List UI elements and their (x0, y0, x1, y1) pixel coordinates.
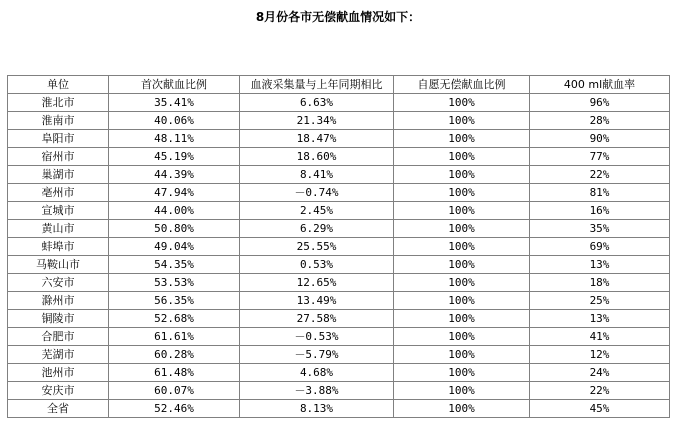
cell-voluntary-ratio: 100% (394, 112, 530, 130)
table-row (8, 166, 670, 184)
cell-400ml-rate: 18% (530, 274, 670, 292)
cell-unit: 安庆市 (8, 382, 109, 400)
table-row (8, 364, 670, 382)
cell-voluntary-ratio: 100% (394, 220, 530, 238)
cell-voluntary-ratio: 100% (394, 256, 530, 274)
cell-first-time-ratio: 52.46% (109, 400, 240, 418)
cell-unit: 铜陵市 (8, 310, 109, 328)
cell-voluntary-ratio: 100% (394, 346, 530, 364)
cell-first-time-ratio: 47.94% (109, 184, 240, 202)
cell-first-time-ratio: 61.48% (109, 364, 240, 382)
table-row (8, 238, 670, 256)
cell-unit: 马鞍山市 (8, 256, 109, 274)
table-row (8, 328, 670, 346)
table-row (8, 382, 670, 400)
cell-first-time-ratio: 50.80% (109, 220, 240, 238)
cell-first-time-ratio: 44.39% (109, 166, 240, 184)
cell-voluntary-ratio: 100% (394, 130, 530, 148)
cell-voluntary-ratio: 100% (394, 310, 530, 328)
cell-voluntary-ratio: 100% (394, 148, 530, 166)
cell-first-time-ratio: 45.19% (109, 148, 240, 166)
cell-collection-vs-last-year: 13.49% (240, 292, 394, 310)
cell-voluntary-ratio: 100% (394, 328, 530, 346)
cell-voluntary-ratio: 100% (394, 274, 530, 292)
cell-unit: 淮南市 (8, 112, 109, 130)
header-first-time-ratio: 首次献血比例 (109, 76, 240, 94)
cell-unit: 巢湖市 (8, 166, 109, 184)
blood-donation-table (7, 75, 670, 418)
cell-400ml-rate: 45% (530, 400, 670, 418)
cell-unit: 池州市 (8, 364, 109, 382)
cell-voluntary-ratio: 100% (394, 382, 530, 400)
cell-400ml-rate: 96% (530, 94, 670, 112)
cell-400ml-rate: 22% (530, 382, 670, 400)
cell-first-time-ratio: 40.06% (109, 112, 240, 130)
table-body (8, 94, 670, 418)
cell-collection-vs-last-year: 21.34% (240, 112, 394, 130)
cell-voluntary-ratio: 100% (394, 292, 530, 310)
table-row (8, 274, 670, 292)
cell-400ml-rate: 22% (530, 166, 670, 184)
cell-400ml-rate: 77% (530, 148, 670, 166)
cell-collection-vs-last-year: 4.68% (240, 364, 394, 382)
cell-unit: 淮北市 (8, 94, 109, 112)
cell-unit: 合肥市 (8, 328, 109, 346)
table-row (8, 184, 670, 202)
cell-voluntary-ratio: 100% (394, 364, 530, 382)
cell-collection-vs-last-year: 25.55% (240, 238, 394, 256)
cell-400ml-rate: 41% (530, 328, 670, 346)
table-row (8, 256, 670, 274)
header-unit: 单位 (8, 76, 109, 94)
cell-first-time-ratio: 49.04% (109, 238, 240, 256)
cell-voluntary-ratio: 100% (394, 400, 530, 418)
cell-collection-vs-last-year: 6.63% (240, 94, 394, 112)
cell-voluntary-ratio: 100% (394, 94, 530, 112)
cell-400ml-rate: 12% (530, 346, 670, 364)
table-row (8, 94, 670, 112)
cell-collection-vs-last-year: －3.88% (240, 382, 394, 400)
cell-first-time-ratio: 60.28% (109, 346, 240, 364)
table-row (8, 400, 670, 418)
cell-400ml-rate: 69% (530, 238, 670, 256)
cell-first-time-ratio: 53.53% (109, 274, 240, 292)
cell-collection-vs-last-year: 8.41% (240, 166, 394, 184)
cell-400ml-rate: 13% (530, 256, 670, 274)
cell-collection-vs-last-year: 6.29% (240, 220, 394, 238)
table-row (8, 130, 670, 148)
cell-first-time-ratio: 35.41% (109, 94, 240, 112)
cell-400ml-rate: 28% (530, 112, 670, 130)
cell-voluntary-ratio: 100% (394, 184, 530, 202)
cell-400ml-rate: 35% (530, 220, 670, 238)
table-row (8, 346, 670, 364)
cell-first-time-ratio: 61.61% (109, 328, 240, 346)
cell-collection-vs-last-year: 2.45% (240, 202, 394, 220)
cell-unit: 六安市 (8, 274, 109, 292)
cell-unit: 黄山市 (8, 220, 109, 238)
cell-collection-vs-last-year: 27.58% (240, 310, 394, 328)
page-title: 8月份各市无偿献血情况如下： (255, 10, 421, 24)
header-400ml-rate: 400 ml献血率 (530, 76, 670, 94)
cell-collection-vs-last-year: 18.60% (240, 148, 394, 166)
header-voluntary-ratio: 自愿无偿献血比例 (394, 76, 530, 94)
cell-400ml-rate: 16% (530, 202, 670, 220)
cell-400ml-rate: 24% (530, 364, 670, 382)
table-row (8, 310, 670, 328)
cell-first-time-ratio: 54.35% (109, 256, 240, 274)
cell-voluntary-ratio: 100% (394, 238, 530, 256)
cell-collection-vs-last-year: 0.53% (240, 256, 394, 274)
cell-collection-vs-last-year: 8.13% (240, 400, 394, 418)
cell-unit: 阜阳市 (8, 130, 109, 148)
cell-voluntary-ratio: 100% (394, 166, 530, 184)
cell-first-time-ratio: 44.00% (109, 202, 240, 220)
cell-collection-vs-last-year: －0.74% (240, 184, 394, 202)
cell-voluntary-ratio: 100% (394, 202, 530, 220)
cell-collection-vs-last-year: －5.79% (240, 346, 394, 364)
cell-collection-vs-last-year: 18.47% (240, 130, 394, 148)
cell-collection-vs-last-year: －0.53% (240, 328, 394, 346)
cell-unit: 芜湖市 (8, 346, 109, 364)
cell-400ml-rate: 13% (530, 310, 670, 328)
table-header-row (8, 76, 670, 94)
cell-400ml-rate: 25% (530, 292, 670, 310)
table-row (8, 292, 670, 310)
cell-first-time-ratio: 52.68% (109, 310, 240, 328)
cell-400ml-rate: 90% (530, 130, 670, 148)
cell-unit: 蚌埠市 (8, 238, 109, 256)
table-row (8, 148, 670, 166)
header-collection-vs-last-year: 血液采集量与上年同期相比 (240, 76, 394, 94)
cell-unit: 全省 (8, 400, 109, 418)
cell-first-time-ratio: 56.35% (109, 292, 240, 310)
cell-unit: 宿州市 (8, 148, 109, 166)
table-row (8, 220, 670, 238)
cell-first-time-ratio: 60.07% (109, 382, 240, 400)
table-row (8, 112, 670, 130)
cell-400ml-rate: 81% (530, 184, 670, 202)
cell-unit: 亳州市 (8, 184, 109, 202)
cell-unit: 宣城市 (8, 202, 109, 220)
cell-first-time-ratio: 48.11% (109, 130, 240, 148)
table-row (8, 202, 670, 220)
cell-collection-vs-last-year: 12.65% (240, 274, 394, 292)
cell-unit: 滁州市 (8, 292, 109, 310)
